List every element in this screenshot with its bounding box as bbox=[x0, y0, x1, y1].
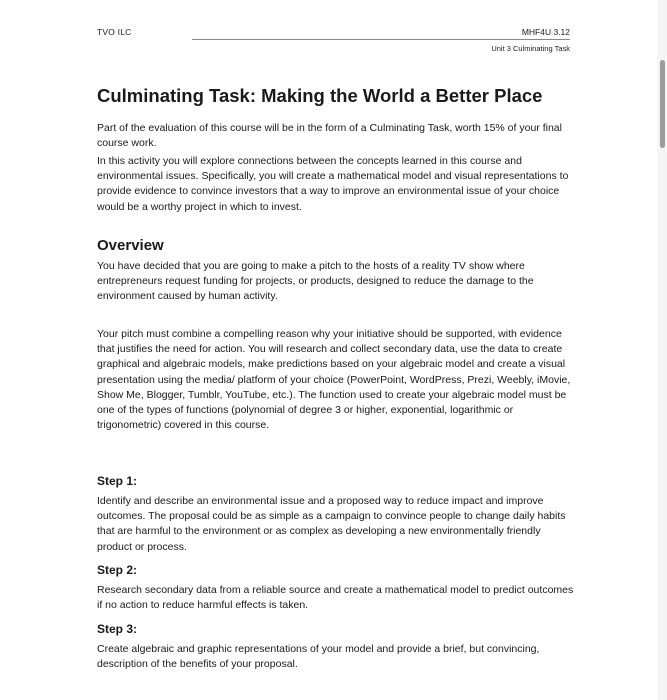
overview-paragraph-2: Your pitch must combine a compelling reason why your initiative should be supported, with evidence that justifies the need for action. You will research and collect secondary data, use the data to create graphical and algebraic models, make predictions based on your algebraic model and create a visual presentation using the media/ platform of your choice (PowerPoint, WordPress, Prezi, Weebly, iMovie, Show Me, Blogger, Tumblr, YouTube, etc.). The function used to create your algebraic model must be one of the types of functions (polynomial of degree 3 or higher, exponential, logarithmic or trigonometric) covered in this course. bbox=[97, 328, 571, 432]
page-title: Culminating Task: Making the World a Better Place bbox=[97, 85, 543, 106]
header-unit: Unit 3 Culminating Task bbox=[491, 44, 570, 53]
header-org: TVO ILC bbox=[97, 27, 132, 37]
header-course-code: MHF4U 3.12 bbox=[521, 27, 570, 37]
scrollbar-thumb[interactable] bbox=[660, 60, 665, 148]
intro-paragraph-2: In this activity you will explore connections between the concepts learned in this course and environmental issues. Specifically, you will create a mathematical model and visual representations to provide evidence to convince investors that a way to improve an environmental issue of your choice would be a worthy project in which to invest. bbox=[97, 155, 569, 213]
step-1-text: Identify and describe an environmental issue and a proposed way to reduce impact and improve outcomes. The proposal could be as simple as a campaign to convince people to change daily habits that are harmful to the environment or as complex as developing a new environmentally friendly product or process. bbox=[97, 495, 566, 553]
overview-paragraph-1: You have decided that you are going to make a pitch to the hosts of a reality TV show where entrepreneurs request funding for projects, or products, designed to reduce the damage to the environment caused by human activity. bbox=[97, 260, 534, 303]
step-1-heading: Step 1: bbox=[97, 474, 138, 488]
overview-heading: Overview bbox=[97, 237, 164, 254]
step-2-heading: Step 2: bbox=[97, 563, 138, 577]
scrollbar-track[interactable] bbox=[657, 0, 667, 700]
step-2-text: Research secondary data from a reliable source and create a mathematical model to predict outcomes if no action to reduce harmful effects is taken. bbox=[97, 584, 574, 612]
step-3-heading: Step 3: bbox=[97, 622, 138, 636]
header-divider bbox=[192, 39, 570, 40]
intro-paragraph-1: Part of the evaluation of this course will be in the form of a Culminating Task, worth 15% of your final course work. bbox=[97, 122, 562, 150]
step-3-text: Create algebraic and graphic representations of your model and provide a brief, but convincing, description of the benefits of your proposal. bbox=[97, 643, 540, 671]
